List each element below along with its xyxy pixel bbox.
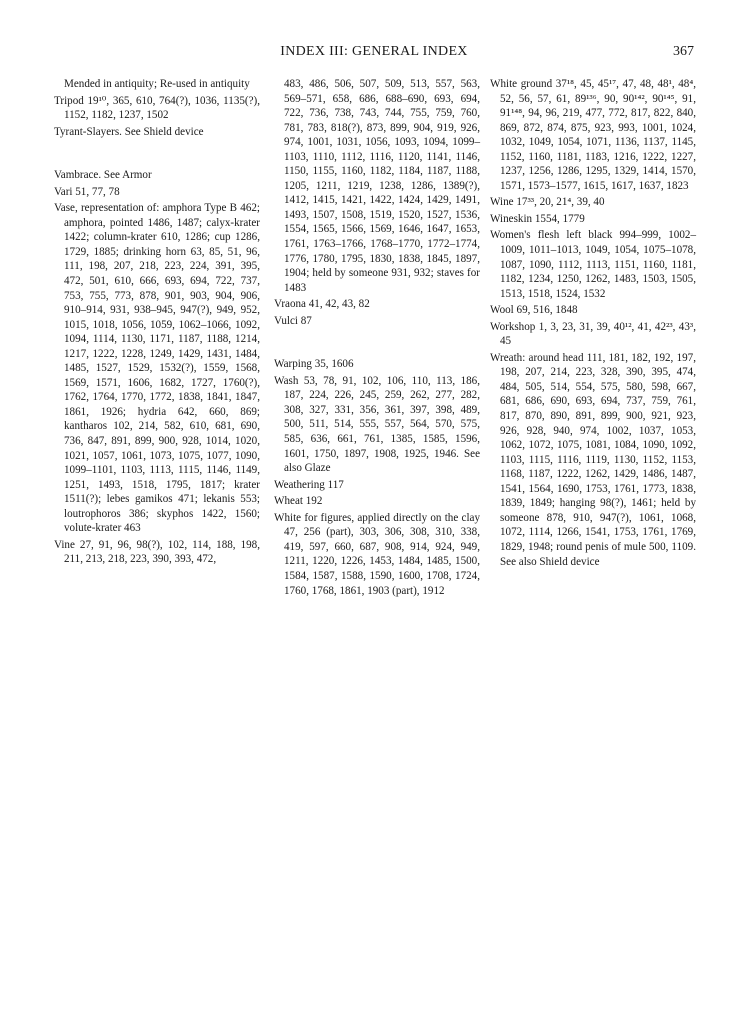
index-entry-vine: Vine 27, 91, 96, 98(?), 102, 114, 188, 198, 211, 213, 218, 223, 390, 393, 472,	[54, 538, 260, 566]
index-entry-wineskin: Wineskin 1554, 1779	[490, 212, 585, 225]
index-entry-white-ground: White ground 37¹⁸, 45, 45¹⁷, 47, 48, 48¹, 48⁴, 52, 56, 57, 61, 89¹³⁶, 90, 90¹⁴², 90¹⁴⁵, 91, 91¹⁴⁸, 94, 96, 219, 477, 772, 817, 822, 840, 869, 872, 874, 875, 923, 993, 1001, 1024, 1032, 1049, 1054, 1071, 1136, 1137, 1145, 1152, 1160, 1181, 1183, 1216, 1222, 1227, 1237, 1256, 1286, 1295, 1329, 1414, 1570, 1571, 1573–1577, 1615, 1617, 1637, 1823	[490, 78, 696, 192]
index-entry-vase: Vase, representation of: amphora Type B 462; amphora, pointed 1486, 1487; calyx-krater 1422; column-krater 610, 1286; cup 1286, 1729, 1885; drinking horn 63, 85, 51, 96, 111, 198, 207, 218, 223, 224, 391, 395, 472, 501, 610, 666, 693, 694, 722, 737, 753, 755, 773, 878, 901, 903, 904, 906, 910–914, 931, 938–945, 947(?), 949, 952, 1015, 1018, 1056, 1059, 1062–1066, 1092, 1094, 1114, 1130, 1171, 1187, 1188, 1214, 1217, 1222, 1228, 1249, 1429, 1431, 1484, 1485, 1527, 1529, 1532(?), 1559, 1568, 1569, 1571, 1606, 1682, 1727, 1760(?), 1762, 1764, 1770, 1772, 1838, 1841, 1847, 1861, 1926; hydria 642, 660, 869; kantharos 102, 214, 582, 610, 681, 690, 736, 847, 891, 899, 900, 928, 1014, 1020, 1021, 1057, 1061, 1073, 1075, 1077, 1090, 1099–1101, 1103, 1113, 1115, 1146, 1149, 1251, 1493, 1518, 1795, 1817; krater 1511(?); lebes gamikos 471; lekanis 553; loutrophoros 386; skyphos 1422, 1560; volute-krater 463	[54, 202, 260, 535]
page-number: 367	[673, 44, 694, 59]
index-entry-workshop: Workshop 1, 3, 23, 31, 39, 40¹², 41, 42²³, 43³, 45	[490, 320, 696, 348]
index-column-3	[490, 77, 696, 571]
index-entry-wheat: Wheat 192	[274, 495, 323, 508]
index-column-1	[54, 77, 260, 569]
index-entry-wine: Wine 17³³, 20, 21⁴, 39, 40	[490, 196, 605, 209]
index-entry-weathering: Weathering 117	[274, 478, 344, 491]
index-entry-wash: Wash 53, 78, 91, 102, 106, 110, 113, 186, 187, 224, 226, 245, 259, 262, 277, 282, 308, 327, 331, 356, 361, 397, 398, 489, 500, 511, 514, 555, 557, 564, 570, 575, 585, 636, 661, 761, 1385, 1585, 1596, 1601, 1750, 1897, 1908, 1925, 1946. See also Glaze	[274, 374, 480, 475]
index-entry-vambrace: Vambrace. See Armor	[54, 169, 152, 182]
index-entry-vulci: Vulci 87	[274, 314, 312, 327]
index-entry-wool: Wool 69, 516, 1848	[490, 304, 578, 317]
index-entry-womens-flesh: Women's flesh left black 994–999, 1002–1009, 1011–1013, 1049, 1054, 1075–1078, 1087, 1090, 1112, 1113, 1151, 1160, 1181, 1182, 1234, 1250, 1262, 1483, 1503, 1505, 1513, 1518, 1524, 1532	[490, 229, 696, 300]
index-entry-tripod: Tripod 19¹⁰, 365, 610, 764(?), 1036, 1135(?), 1152, 1182, 1237, 1502	[54, 94, 260, 122]
running-title: INDEX III: GENERAL INDEX	[280, 44, 468, 59]
index-entry-wreath: Wreath: around head 111, 181, 182, 192, 197, 198, 207, 214, 223, 328, 390, 395, 474, 484, 505, 514, 554, 575, 580, 598, 667, 681, 686, 690, 693, 694, 737, 759, 761, 817, 870, 890, 891, 899, 900, 921, 923, 926, 928, 940, 974, 1002, 1037, 1053, 1062, 1072, 1075, 1081, 1084, 1090, 1092, 1103, 1115, 1116, 1119, 1130, 1152, 1153, 1168, 1187, 1222, 1262, 1429, 1486, 1487, 1541, 1564, 1690, 1753, 1761, 1773, 1838, 1839, 1849; hanging 98(?), 1461; held by someone 878, 910, 947(?), 1061, 1068, 1072, 1114, 1266, 1541, 1753, 1761, 1769, 1829, 1948; round penis of mule 500, 1109. See also Shield device	[490, 351, 696, 568]
index-entry-vine-continued: 483, 486, 506, 507, 509, 513, 557, 563, 569–571, 658, 686, 688–690, 693, 694, 722, 736, 738, 743, 744, 755, 759, 760, 781, 783, 818(?), 873, 899, 904, 919, 926, 974, 1001, 1031, 1056, 1093, 1094, 1099–1103, 1110, 1112, 1116, 1120, 1141, 1146, 1150, 1155, 1160, 1182, 1184, 1187, 1188, 1205, 1211, 1219, 1238, 1286, 1389(?), 1412, 1415, 1421, 1422, 1424, 1429, 1491, 1493, 1507, 1508, 1519, 1520, 1527, 1536, 1554, 1565, 1566, 1569, 1646, 1647, 1653, 1761, 1763–1766, 1768–1770, 1772–1774, 1776, 1780, 1795, 1830, 1838, 1845, 1897, 1904; held by someone 931, 932; staves for 1483	[284, 78, 480, 294]
index-entry-white-for-figures: White for figures, applied directly on the clay 47, 256 (part), 303, 306, 308, 310, 338, 419, 597, 660, 687, 908, 914, 924, 949, 1211, 1220, 1226, 1453, 1484, 1485, 1500, 1584, 1587, 1588, 1590, 1600, 1708, 1724, 1760, 1768, 1861, 1903 (part), 1912	[274, 511, 480, 597]
index-entry-warping: Warping 35, 1606	[274, 358, 354, 371]
index-entry-tyrant-slayers: Tyrant-Slayers. See Shield device	[54, 125, 204, 138]
index-entry-vari: Vari 51, 77, 78	[54, 185, 120, 198]
index-entry-vraona: Vraona 41, 42, 43, 82	[274, 298, 370, 311]
index-entry-continued: Mended in antiquity; Re-used in antiquity	[64, 78, 250, 90]
index-column-2	[274, 77, 480, 600]
page-header	[54, 44, 694, 64]
